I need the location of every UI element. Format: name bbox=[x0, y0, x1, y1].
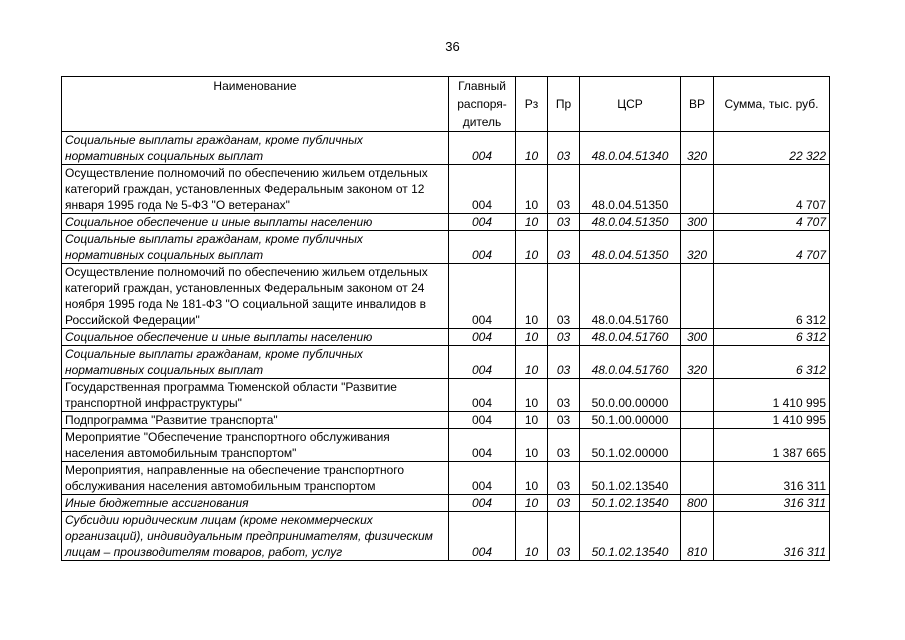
cell-grbs: 004 bbox=[449, 512, 516, 561]
cell-name: Мероприятия, направленные на обеспечение транспортного обслуживания населения автомобильным транспортом bbox=[62, 462, 449, 495]
cell-pr: 03 bbox=[548, 329, 580, 346]
cell-rz: 10 bbox=[516, 346, 548, 379]
table-header-row bbox=[62, 77, 830, 132]
cell-pr: 03 bbox=[548, 512, 580, 561]
cell-grbs: 004 bbox=[449, 346, 516, 379]
cell-sum: 6 312 bbox=[714, 346, 830, 379]
cell-grbs: 004 bbox=[449, 132, 516, 165]
table-row bbox=[62, 214, 830, 231]
cell-grbs: 004 bbox=[449, 495, 516, 512]
cell-sum: 22 322 bbox=[714, 132, 830, 165]
cell-grbs: 004 bbox=[449, 412, 516, 429]
cell-grbs: 004 bbox=[449, 379, 516, 412]
cell-rz: 10 bbox=[516, 412, 548, 429]
cell-csr: 50.1.00.00000 bbox=[580, 412, 681, 429]
table-row bbox=[62, 512, 830, 561]
table-row bbox=[62, 231, 830, 264]
cell-vr bbox=[681, 429, 714, 462]
cell-sum: 4 707 bbox=[714, 165, 830, 214]
cell-rz: 10 bbox=[516, 214, 548, 231]
cell-rz: 10 bbox=[516, 132, 548, 165]
table-row bbox=[62, 379, 830, 412]
cell-rz: 10 bbox=[516, 512, 548, 561]
cell-pr: 03 bbox=[548, 165, 580, 214]
cell-grbs: 004 bbox=[449, 329, 516, 346]
cell-vr: 810 bbox=[681, 512, 714, 561]
budget-table bbox=[61, 76, 830, 561]
cell-vr: 300 bbox=[681, 329, 714, 346]
cell-csr: 48.0.04.51760 bbox=[580, 346, 681, 379]
table-row bbox=[62, 412, 830, 429]
cell-pr: 03 bbox=[548, 495, 580, 512]
table-body bbox=[62, 132, 830, 561]
cell-csr: 48.0.04.51340 bbox=[580, 132, 681, 165]
cell-csr: 48.0.04.51760 bbox=[580, 329, 681, 346]
cell-sum: 6 312 bbox=[714, 329, 830, 346]
cell-grbs: 004 bbox=[449, 429, 516, 462]
cell-pr: 03 bbox=[548, 346, 580, 379]
cell-grbs: 004 bbox=[449, 231, 516, 264]
cell-grbs: 004 bbox=[449, 264, 516, 329]
cell-sum: 4 707 bbox=[714, 231, 830, 264]
cell-sum: 316 311 bbox=[714, 495, 830, 512]
cell-grbs: 004 bbox=[449, 165, 516, 214]
header-name: Наименование bbox=[62, 77, 449, 132]
cell-name: Субсидии юридическим лицам (кроме некоммерческих организаций), индивидуальным предпринимателям, физическим лицам – производителям товаров, работ, услуг bbox=[62, 512, 449, 561]
cell-pr: 03 bbox=[548, 231, 580, 264]
cell-pr: 03 bbox=[548, 412, 580, 429]
cell-csr: 50.0.00.00000 bbox=[580, 379, 681, 412]
cell-csr: 48.0.04.51760 bbox=[580, 264, 681, 329]
cell-grbs: 004 bbox=[449, 214, 516, 231]
cell-sum: 316 311 bbox=[714, 462, 830, 495]
cell-csr: 48.0.04.51350 bbox=[580, 231, 681, 264]
cell-vr: 320 bbox=[681, 346, 714, 379]
cell-csr: 50.1.02.13540 bbox=[580, 495, 681, 512]
cell-pr: 03 bbox=[548, 132, 580, 165]
header-csr: ЦСР bbox=[580, 77, 681, 132]
cell-csr: 50.1.02.13540 bbox=[580, 512, 681, 561]
cell-rz: 10 bbox=[516, 379, 548, 412]
cell-vr bbox=[681, 462, 714, 495]
header-grbs: Главный распоря-дитель bbox=[449, 77, 516, 132]
cell-rz: 10 bbox=[516, 495, 548, 512]
cell-name: Иные бюджетные ассигнования bbox=[62, 495, 449, 512]
cell-vr bbox=[681, 412, 714, 429]
table-row bbox=[62, 264, 830, 329]
cell-name: Социальное обеспечение и иные выплаты населению bbox=[62, 214, 449, 231]
cell-name: Осуществление полномочий по обеспечению жильем отдельных категорий граждан, установленных Федеральным законом от 24 ноября 1995 года № 181-ФЗ "О социальной защите инвалидов в Российской Федерации" bbox=[62, 264, 449, 329]
cell-vr bbox=[681, 264, 714, 329]
cell-vr: 300 bbox=[681, 214, 714, 231]
cell-rz: 10 bbox=[516, 165, 548, 214]
cell-name: Мероприятие "Обеспечение транспортного обслуживания населения автомобильным транспортом" bbox=[62, 429, 449, 462]
page-number: 36 bbox=[445, 39, 460, 54]
cell-csr: 48.0.04.51350 bbox=[580, 214, 681, 231]
cell-rz: 10 bbox=[516, 462, 548, 495]
cell-pr: 03 bbox=[548, 379, 580, 412]
cell-sum: 4 707 bbox=[714, 214, 830, 231]
table-row bbox=[62, 495, 830, 512]
cell-pr: 03 bbox=[548, 429, 580, 462]
table-row bbox=[62, 329, 830, 346]
cell-sum: 1 410 995 bbox=[714, 412, 830, 429]
header-pr: Пр bbox=[548, 77, 580, 132]
cell-vr bbox=[681, 165, 714, 214]
cell-sum: 316 311 bbox=[714, 512, 830, 561]
cell-pr: 03 bbox=[548, 214, 580, 231]
header-rz: Рз bbox=[516, 77, 548, 132]
cell-vr bbox=[681, 379, 714, 412]
cell-name: Осуществление полномочий по обеспечению жильем отдельных категорий граждан, установленных Федеральным законом от 12 января 1995 года № 5-ФЗ "О ветеранах" bbox=[62, 165, 449, 214]
cell-csr: 48.0.04.51350 bbox=[580, 165, 681, 214]
table-row bbox=[62, 132, 830, 165]
cell-name: Социальные выплаты гражданам, кроме публичных нормативных социальных выплат bbox=[62, 346, 449, 379]
table-row bbox=[62, 429, 830, 462]
cell-csr: 50.1.02.13540 bbox=[580, 462, 681, 495]
cell-sum: 1 410 995 bbox=[714, 379, 830, 412]
cell-name: Социальные выплаты гражданам, кроме публичных нормативных социальных выплат bbox=[62, 132, 449, 165]
cell-rz: 10 bbox=[516, 264, 548, 329]
cell-grbs: 004 bbox=[449, 462, 516, 495]
cell-pr: 03 bbox=[548, 462, 580, 495]
cell-name: Социальное обеспечение и иные выплаты населению bbox=[62, 329, 449, 346]
table-row bbox=[62, 165, 830, 214]
cell-rz: 10 bbox=[516, 329, 548, 346]
header-sum: Сумма, тыс. руб. bbox=[714, 77, 830, 132]
cell-name: Социальные выплаты гражданам, кроме публичных нормативных социальных выплат bbox=[62, 231, 449, 264]
cell-rz: 10 bbox=[516, 429, 548, 462]
cell-name: Подпрограмма "Развитие транспорта" bbox=[62, 412, 449, 429]
cell-vr: 320 bbox=[681, 231, 714, 264]
cell-csr: 50.1.02.00000 bbox=[580, 429, 681, 462]
cell-name: Государственная программа Тюменской области "Развитие транспортной инфраструктуры" bbox=[62, 379, 449, 412]
cell-sum: 6 312 bbox=[714, 264, 830, 329]
header-vr: ВР bbox=[681, 77, 714, 132]
cell-rz: 10 bbox=[516, 231, 548, 264]
cell-vr: 800 bbox=[681, 495, 714, 512]
cell-pr: 03 bbox=[548, 264, 580, 329]
table-row bbox=[62, 346, 830, 379]
cell-sum: 1 387 665 bbox=[714, 429, 830, 462]
table-row bbox=[62, 462, 830, 495]
cell-vr: 320 bbox=[681, 132, 714, 165]
